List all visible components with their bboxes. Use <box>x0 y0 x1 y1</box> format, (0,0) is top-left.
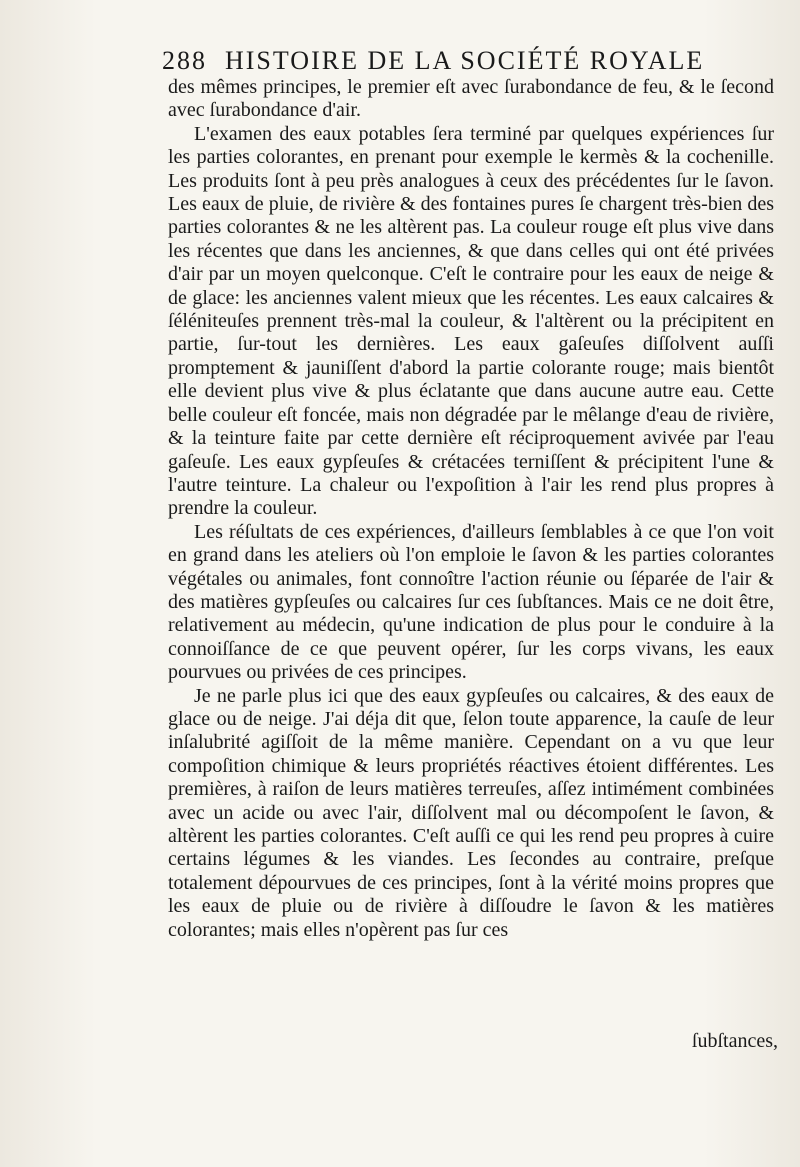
paragraph: des mêmes principes, le premier eſt avec ſurabondance de feu, & le ſecond avec ſurabondance d'air. <box>168 76 774 122</box>
paragraph: Je ne parle plus ici que des eaux gypſeuſes ou calcaires, & des eaux de glace ou de neige. J'ai déja dit que, ſelon toute apparence, la cauſe de leur inſalubrité agiſſoit de la même manière. Cependant on a vu que leur compoſition chimique & leurs propriétés réactives étoient différentes. Les premières, à raiſon de leurs matières terreuſes, aſſez intimément combinées avec un acide ou avec l'air, diſſolvent mal ou décompoſent le ſavon, & altèrent les parties colorantes. C'eſt auſſi ce qui les rend peu propres à cuire certains légumes & les viandes. Les ſecondes au contraire, preſque totalement dépourvues de ces principes, ſont à la vérité moins propres que les eaux de pluie ou de rivière à diſſoudre le ſavon & les matières colorantes; mais elles n'opèrent pas ſur ces <box>168 684 774 941</box>
paragraph: L'examen des eaux potables ſera terminé par quelques expériences ſur les parties colorantes, en prenant pour exemple le kermès & la cochenille. Les produits ſont à peu près analogues à ceux des précédentes ſur le ſavon. Les eaux de pluie, de rivière & des fontaines pures ſe chargent très-bien des parties colorantes & ne les altèrent pas. La couleur rouge eſt plus vive dans les récentes que dans les anciennes, & que dans celles qui ont été privées d'air par un moyen quelconque. C'eſt le contraire pour les eaux de neige & de glace: les anciennes valent mieux que les récentes. Les eaux calcaires & ſéléniteuſes prennent très-mal la couleur, & l'altèrent ou la précipitent en partie, ſur-tout les dernières. Les eaux gaſeuſes diſſolvent auſſi promptement & jauniſſent d'abord la partie colorante rouge; mais bientôt elle devient plus vive & plus éclatante que dans aucune autre eau. Cette belle couleur eſt foncée, mais non dégradée par le mêlange d'eau de rivière, & la teinture faite par cette dernière eſt réciproquement avivée par l'eau gaſeuſe. Les eaux gypſeuſes & crétacées terniſſent & précipitent l'une & l'autre teinture. La chaleur ou l'expoſition à l'air les rend plus propres à prendre la couleur. <box>168 122 774 520</box>
body-text <box>168 76 774 942</box>
paragraph: Les réſultats de ces expériences, d'ailleurs ſemblables à ce que l'on voit en grand dans les ateliers où l'on emploie le ſavon & les parties colorantes végétales ou animales, font connoître l'action réunie ou ſéparée de l'air & des matières gypſeuſes ou calcaires ſur ces ſubſtances. Mais ce ne doit être, relativement au médecin, qu'une indication de plus pour le conduire à la connoiſſance de ce que peuvent opérer, ſur les corps vivans, les eaux pourvues ou privées de ces principes. <box>168 520 774 684</box>
catchword: ſubſtances, <box>691 1030 778 1052</box>
running-title: HISTOIRE DE LA SOCIÉTÉ ROYALE <box>225 46 705 75</box>
page-number: 288 <box>162 46 207 75</box>
running-header <box>162 46 762 76</box>
